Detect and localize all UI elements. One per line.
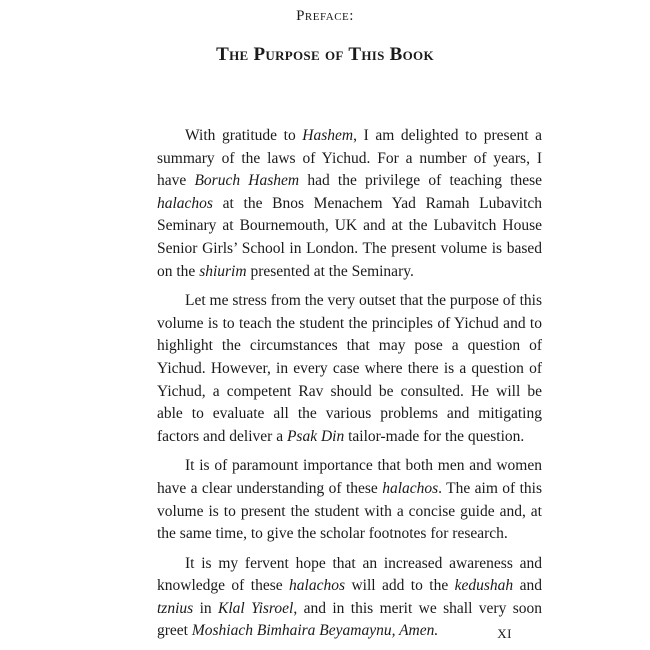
text-run: It is my fervent hope that an increased awareness and knowledge of these	[157, 554, 542, 595]
text-run: It is of paramount importance that both men and women have a clear understanding of these	[157, 457, 542, 497]
text-run: , and in this merit we shall very soon greet	[157, 599, 543, 640]
text-run: presented at the Seminary.	[246, 262, 414, 280]
text-run: and	[513, 577, 542, 595]
italic-term: Hashem	[302, 127, 354, 144]
body-text	[157, 125, 542, 650]
text-run: at the Bnos Menachem Yad Ramah Lubavitch Seminary at Bournemouth, UK and at the Lubavitch House Senior Girls’ School in London. The present volume is based on the	[157, 194, 542, 280]
body-paragraph	[157, 455, 542, 545]
text-run: will add to the	[345, 577, 455, 595]
text-run: With gratitude to	[185, 127, 303, 144]
italic-term: tznius	[157, 599, 194, 617]
italic-term: Klal Yisroel	[218, 599, 294, 617]
text-run: had the privilege of teaching these	[299, 172, 542, 190]
italic-term: halachos	[289, 577, 346, 595]
italic-term: Boruch Hashem	[194, 172, 300, 190]
page-title: The Purpose of This Book	[216, 44, 434, 65]
italic-term: Moshiach Bimhaira Beyamaynu, Amen.	[191, 622, 439, 640]
body-paragraph	[157, 125, 542, 283]
italic-term: kedushah	[454, 577, 514, 595]
text-run: , I am delighted to present a summary of the laws of Yichud. For a number of years, I have	[157, 127, 542, 190]
text-run: tailor-made for the question.	[344, 427, 525, 445]
text-run: . The aim of this volume is to present the student with a concise guide and, at the same time, to give the scholar footnotes for research.	[157, 479, 542, 543]
body-paragraph	[157, 290, 542, 448]
italic-term: shiurim	[199, 262, 247, 280]
italic-term: halachos	[157, 194, 213, 212]
page-number: XI	[497, 626, 512, 641]
text-run: in	[193, 599, 219, 617]
body-paragraph	[157, 553, 542, 643]
text-run: Let me stress from the very outset that the purpose of this volume is to teach the student the principles of Yichud and to highlight the circumstances that may pose a question of Yichud. However, in every case where there is a question of Yichud, a competent Rav should be consulted. He will be able to evaluate all the various problems and mitigating factors and deliver a	[157, 292, 542, 445]
italic-term: halachos	[382, 479, 439, 497]
running-head: Preface:	[296, 8, 354, 24]
italic-term: Psak Din	[286, 427, 345, 445]
